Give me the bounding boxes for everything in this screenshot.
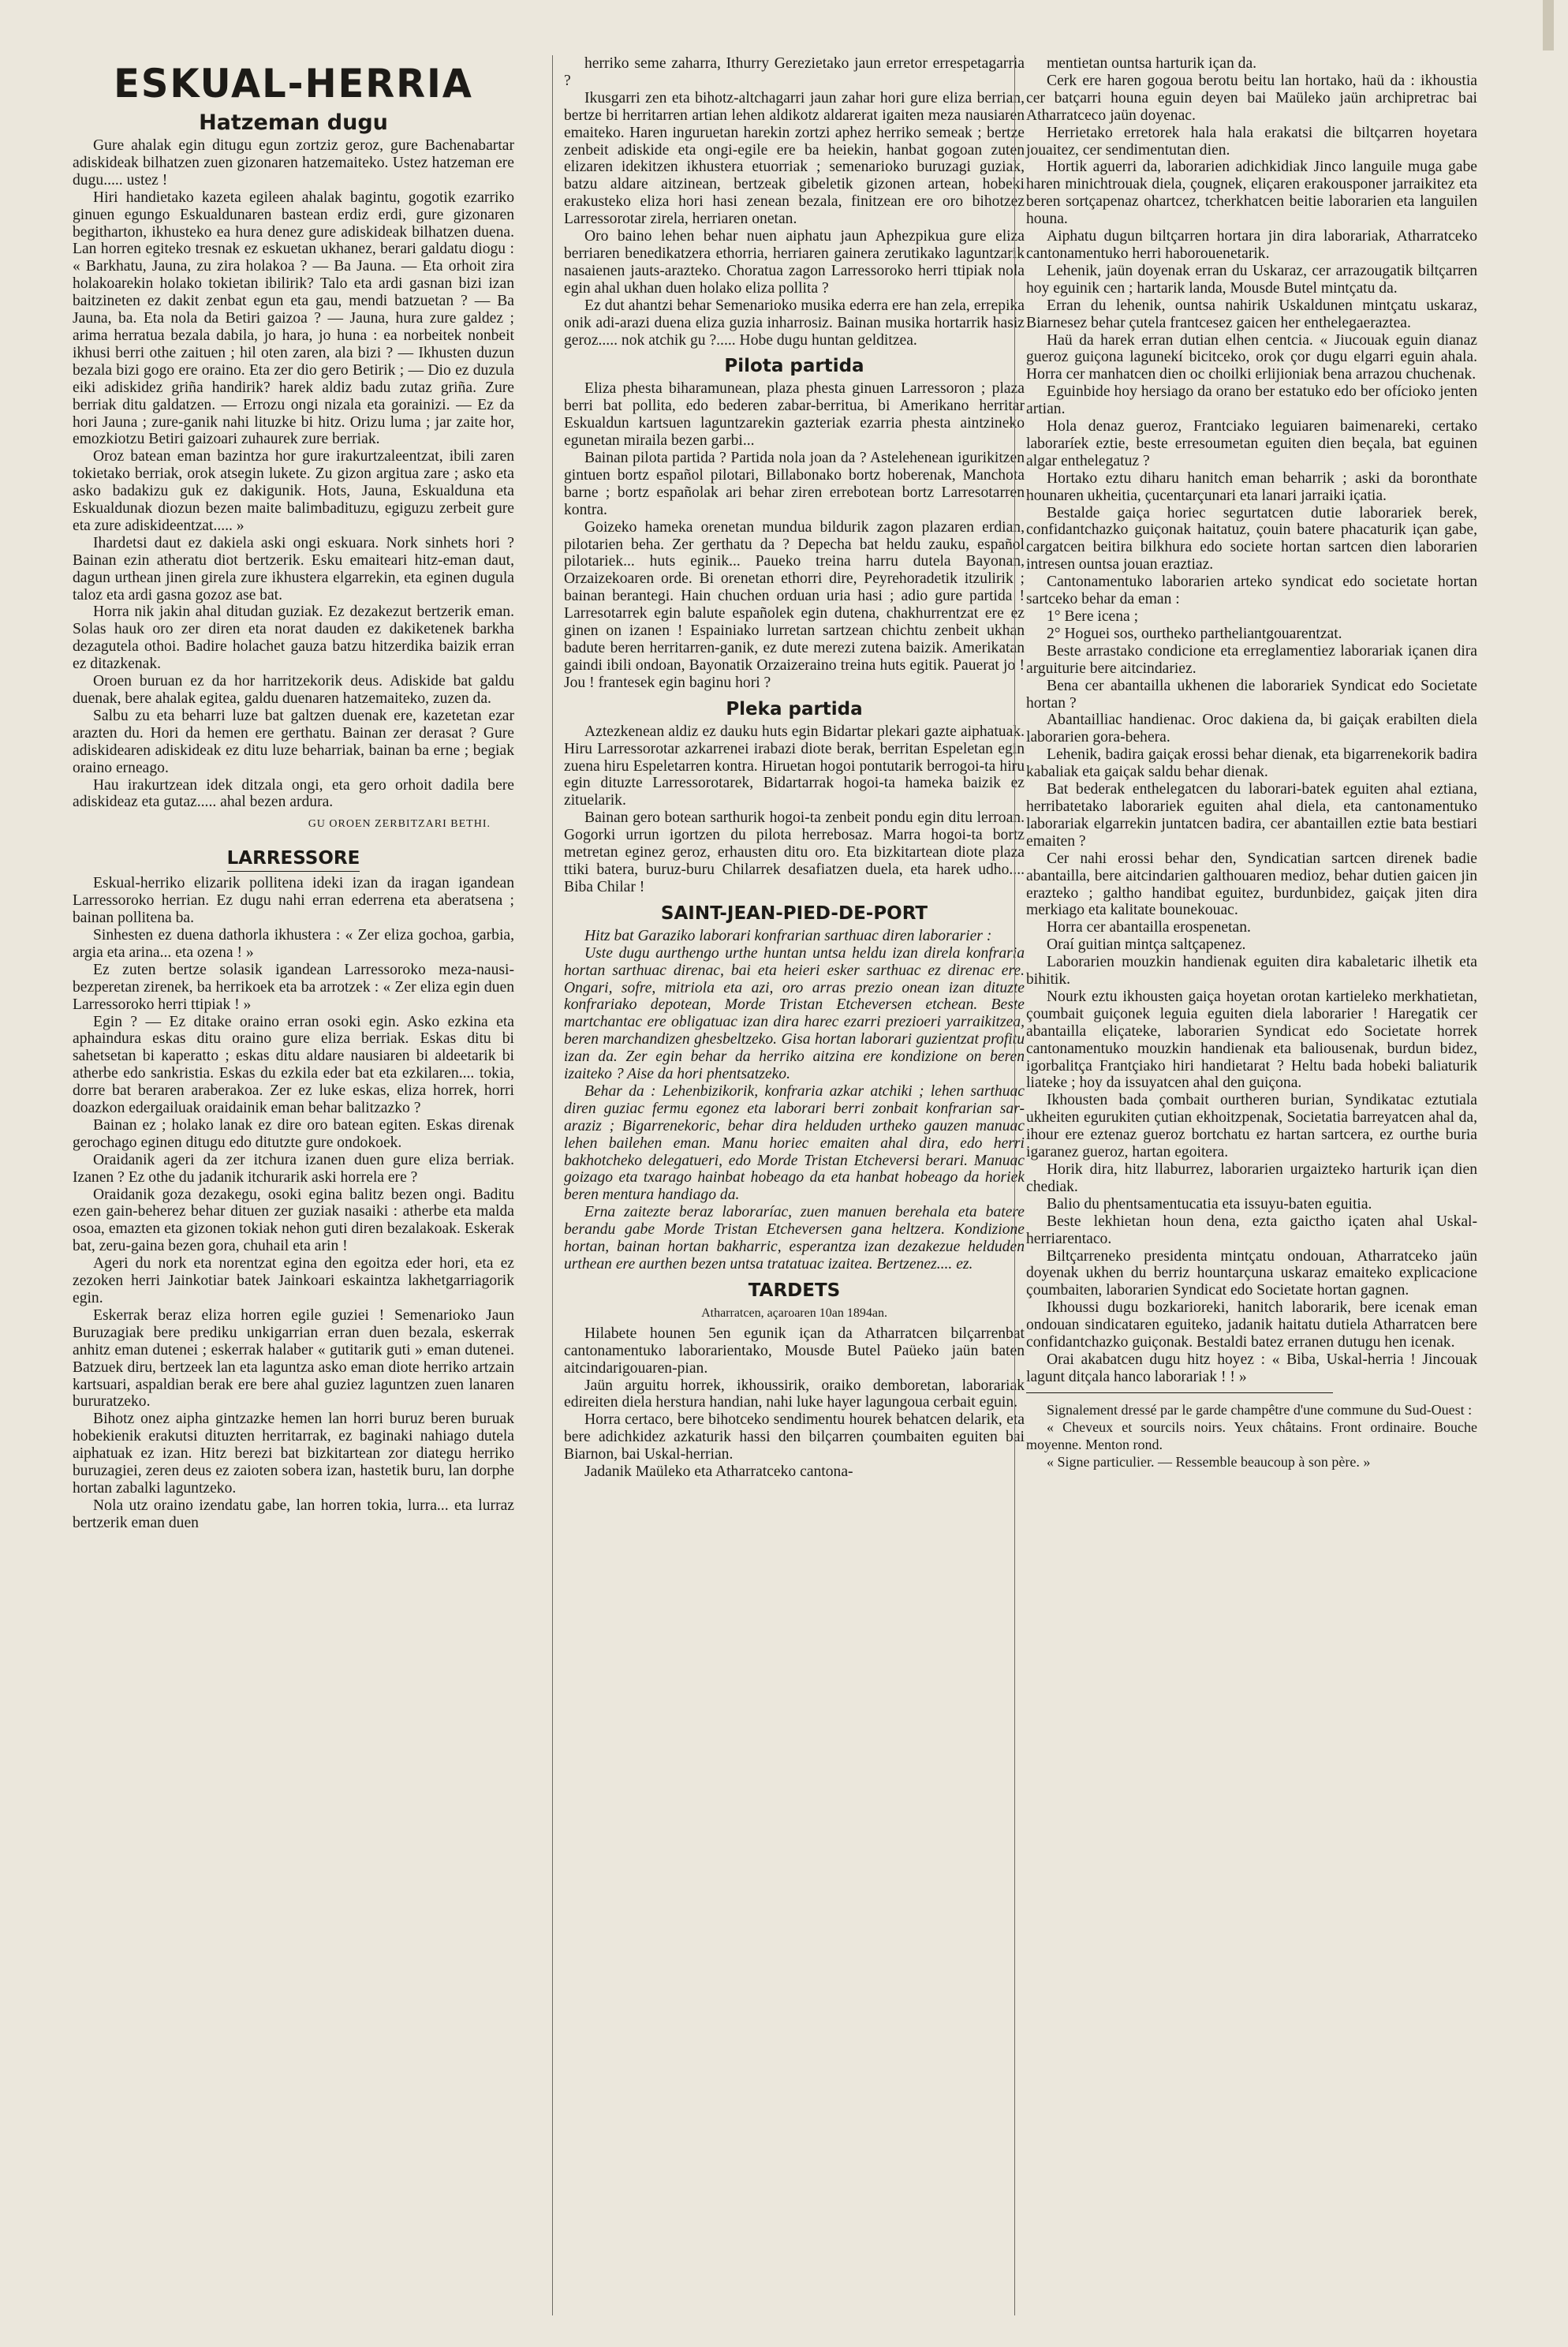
paragraph: Ikhousten bada çombait ourtheren burian, Syndikatac eztutiala ukheiten egurukiten çutian ekhoitzpenak, Societatia barreyatcen ahal da, ihour ere eztenaz gueroz bortchatu ez hartan sartcera, ez ourthe buria igaranez gueroz, hartan egoitera. [1026, 1092, 1477, 1161]
heading-pilota: Pilota partida [724, 356, 864, 377]
paragraph: Bainan pilota partida ? Partida nola joan da ? Astelehenean igurikitzen gintuen bortz español pilotari, Billabonako bortz hoberenak, Manchota barne ; bortz españolak ari behar ziren errebotean bortz Larresotarren kontra. [564, 450, 1025, 518]
paragraph: Eliza phesta biharamunean, plaza phesta ginuen Larressoron ; plaza berri bat pollita, edo bederen zabar-berritua, bi Amerikano herritar Eskualdun kartsuen laguntzarekin gazteriak ezarria phesta aintzineko egunetan miraila bezen garbi... [564, 380, 1025, 450]
paragraph: Hola denaz gueroz, Frantciako leguiaren baimenareki, certako laboraríek eztie, beste erresoumetan eguiten dien beçala, bat eguinen algar enthelegatuz ? [1026, 418, 1477, 469]
paragraph: Herrietako erretorek hala hala erakatsi die biltçarren hoyetara jouaitez, cer sendimentutan dien. [1026, 124, 1477, 159]
heading-pleka: Pleka partida [726, 698, 863, 719]
paragraph: Eskual-herriko elizarik pollitena ideki izan da iragan igandean Larressoroko herrian. Ez dugu nahi erran ederrena eta aberatsena ; bainan pollitena ba. [73, 875, 514, 927]
paragraph: Oraidanik goza dezakegu, osoki egina balitz bezen ongi. Baditu ezen gain-beherez behar dituen zer guziak nasaiki : atherbe eta malda osoa, emazten eta gizonen tokiak nehon guti diren bezalakoak. Eskerak bat, zeru-gaina bezen gora, chuhail eta arin ! [73, 1186, 514, 1255]
paragraph: Eguinbide hoy hersiago da orano ber estatuko edo ber ofícioko jenten artian. [1026, 383, 1477, 418]
paragraph: Lehenik, badira gaiçak erossi behar dienak, eta bigarrenekorik badira kabaliak eta gaiçak saldu behar dienak. [1026, 746, 1477, 781]
paragraph: 2° Hoguei sos, ourtheko partheliantgouarentzat. [1047, 625, 1342, 642]
article-larressore [73, 875, 514, 1531]
paragraph: Jaün arguitu horrek, ikhoussirik, oraiko demboretan, laborariak edireiten diela herstura handian, nahi luke hayer lagungoua cerbait eguin. [564, 1377, 1025, 1411]
paragraph: Hilabete hounen 5en egunik içan da Atharratcen bilçarrenbat cantonamentuko laborarientako, Mousde Butel Paüeko jaün baten aitcindarigouaren-pian. [564, 1325, 1025, 1377]
masthead: ESKUAL-HERRIA [114, 61, 473, 107]
paragraph: Cantonamentuko laborarien arteko syndicat edo societate hortan sartceko behar da eman : [1026, 574, 1477, 608]
article-larressore-continued [564, 55, 1025, 349]
paragraph: Ihardetsi daut ez dakiela aski ongi eskuara. Nork sinhets hori ? Bainan ezin atheratu diot bertzerik. Esku emaiteari hitz-eman daut, dagun urthean jinen girela zure ikhustera elgarrekin, eta eginen dugula taloz eta ardi gasna gozoz ase bat. [73, 534, 514, 604]
paragraph: 1° Bere icena ; [1047, 608, 1139, 625]
article-saint-jean [564, 928, 1025, 1273]
paragraph: Aztezkenean aldiz ez dauku huts egin Bidartar plekari gazte aiphatuak. Hiru Larressorotar azkarrenei irabazi diote berak, berritan Espeletan egin zuena hiru Espeletarren kontra. Hiruetan hogoi pontutarik berrogoi-ta hiru egin dituzte Larressorotarek, Bidartarrak hogoi-ta hameka baizik ez zituelarik. [564, 723, 1025, 809]
paragraph: Cerk ere haren gogoua berotu beitu lan hortako, haü da : ikhoustia cer batçarri houna eguin deyen bai Maüleko jaün archipretrac bai Atharratceco jaün doyenac. [1026, 72, 1477, 124]
paragraph: Laborarien mouzkin handienak eguiten dira kabaletaric ilhetik eta bihitik. [1026, 954, 1477, 989]
paragraph: Horra nik jakin ahal ditudan guziak. Ez dezakezut bertzerik eman. Solas hauk oro zer diren eta norat dauden ez dakiketenek barkha dezagutela othoi. Badire holachet gauza batzu hitzerdika baizik erran ez ditazkenak. [73, 604, 514, 673]
paragraph: Salbu zu eta beharri luze bat galtzen duenak ere, kazetetan ezar arazten du. Hori da hemen ere gerthatu. Bainan zer derasat ? Gure adiskidearen adiskideak ez ditu luze beharriak, bainan ba erne ; begiak oraino erneago. [73, 707, 514, 776]
paragraph: Beste lekhietan houn dena, ezta gaictho içaten ahal Uskal-herriarentaco. [1026, 1213, 1477, 1247]
paragraph: Beste arrastako condicione eta erreglamentiez laborariak içanen dira arguiturie bere aitcindariez. [1026, 642, 1477, 677]
paragraph: Hiri handietako kazeta egileen ahalak bagintu, gogotik ezarriko ginuen egungo Eskualdunaren bastean erdiz erdi, gure gizonaren begitharton, ikhusteko ea hura denez gure adiskideak bilhatzen duena. Lan horren egiteko tresnak ez eskuetan ukhanez, berari galdatu diogu : « Barkhatu, Jauna, zu zira holakoa ? — Ba Jauna. — Eta orhoit zira holakoarekin holako tokietan ibilirik? Talo eta ardi gasnan bizi izan baitzineten ez dakit zenbat egun eta gau, mendi batzuetan ? — Ba Jauna, ba. Eta nola da Betiri gaizoa ? — Jauna, hura zure galdez ; arima herratua bezala dabila, jo hara, jo huna : ea norbeitek nonbeit ikhusi berri othe zaituen ; hil oten zaren, ala bizi ? — Ikhusten duzun bezala bizi gogo ere oraino. Eta zer dio gero Betirik ; — Dio ez duzula eiki adiskidez griña handirik? harek aldiz badu zutaz griña. Zure berriak ditu galdatzen. — Errozu ongi nizala eta gorainizi. — Ez da hori Jauna ; zure-ganik nahi lituzke bi hitz. Orizu luma ; jar zaite hor, emozkiotzu Betiri gaizoari zuhaurek zure berriak. [73, 189, 514, 448]
paragraph: Bainan gero botean sarthurik hogoi-ta zenbeit pondu egin ditu lerroan. Gogorki urrun igortzen du pilota herrebosaz. Marra hogoi-ta bortz metretan eginez geroz, erhausten ditu oro. Eta bizkitartean diote plaza ttiki batera, buruz-buru Chilarrek desafiatzen duela, eta harek udho.... Biba Chilar ! [564, 809, 1025, 895]
paragraph: Nourk eztu ikhousten gaiça hoyetan orotan kartieleko merkhatietan, çoumbait guiçonek leguia eguiten diela laborarier ! Haregatik cer abantailla eliçateke, laborarien Syndicat edo Societate horrek cantonamentuko mouzkin handienak eta baliousenak, burdun bidez, igorbalitça Frantçiako hiri handietarat ? Heltu bada hobeki baliaturik liateke ; hoy da issuyatcen ahal den guiçona. [1026, 988, 1477, 1092]
paragraph: « Cheveux et sourcils noirs. Yeux châtains. Front ordinaire. Bouche moyenne. Menton rond. [1026, 1418, 1477, 1452]
paragraph: Sinhesten ez duena dathorla ikhustera : « Zer eliza gochoa, garbia, argia eta arina... eta ozena ! » [73, 926, 514, 961]
paragraph: mentietan ountsa harturik içan da. [1047, 55, 1257, 72]
paragraph: Hau irakurtzean idek ditzala ongi, eta gero orhoit dadila bere adiskideaz eta gutaz..... ahal bezen ardura. [73, 776, 514, 811]
article-tardets-continued [1026, 55, 1477, 1386]
paragraph: Goizeko hameka orenetan mundua bildurik zagon plazaren erdian, pilotarien beha. Zer gerthatu da ? Depecha bat heldu zauku, español pilotariek... huts eginik... Paueko treina harru dutela Bayonan, Orzaizekoaren orde. Bi orenetan ethorri dire, Peyrehoradetik itzulirik ; bainan berantegi. Hain chuchen orduan uria hasi ; adio gure partida ! Larresotarrek egin balute españolek egin dutena, chakhurrentzat ere ez ginen on izanen ! Espainiako lurretan sartzean chichtu zenbeit ukhan badute beren herritarren-ganik, ez dute merezi zutena baizik. Amerikatan gaindi ibili ondoan, Bayonatik Orzaizeraino treina huts egitik. Pauerat jo ! Jou ! frantesek egin baginu hori ? [564, 518, 1025, 691]
paragraph: Bestalde gaiça horiec segurtatcen dutie laborariek berek, confidantchazko guiçonak haitatuz, çouin batere phacaturik içan gabe, cargatcen beitira bilkhura edo societe hortan sartcen dien laborarien intresen ountsa jouan eraztiaz. [1026, 504, 1477, 574]
paragraph: Orai akabatcen dugu hitz hoyez : « Biba, Uskal-herria ! Jincouak lagunt ditçala hanco laborariak ! ! » [1026, 1351, 1477, 1385]
paragraph: Cer nahi erossi behar den, Syndicatian sartcen direnek badie abantailla, bere aitcindarien galthouaren medioz, behar dutien gaicen jin erazteko ; galtho handibat eguitez, burdunbidez, gaiçak jiten dira merkiago eta kalitate bounekouac. [1026, 850, 1477, 919]
paragraph: Ikusgarri zen eta bihotz-altchagarri jaun zahar hori gure eliza berrian, bertze bi herritarren artian lehen aldikotz aldarerat igaiten meza nausiaren emaiteko. Haren inguruetan harekin zortzi aphez herriko semeak ; bertze zenbeit adiskide eta ongi-egile ere ba heiekin, hanbat gogoan zuten elizaren idekitzen ikhustera etuorriak ; semenarioko buruzagi guziak, batzu aldare aitzinean, bertzeak gibeletik gizonen artean, hobeki erakusteko eliza hori hasi zenean bezala, finitzean ere oro bihotzez Larressorotar zirela, herriaren onetan. [564, 89, 1025, 228]
article-pleka [564, 723, 1025, 896]
paragraph: Egin ? — Ez ditake oraino erran osoki egin. Asko ezkina eta aphaindura eskas ditu oraino gure eliza berriak. Eskas ditu bi sahetsetan bi kaperatto ; eskas ditu aldare nausiaren bi aldeetarik bi atherbe edo sankristia. Eskas du ezkila eder bat eta ezkilaren.... tokia, dorre bat beraren araberakoa. Zer ez luke eskas, eliza horrek, horri doazkon edergailuak oraidainik eman behar balitzazko ? [73, 1013, 514, 1117]
paragraph: Oroz batean eman bazintza hor gure irakurtzaleentzat, ibili zaren tokietako berriak, orok atsegin lukete. Zu gizon argitua zare ; asko eta asko badakizu guk ez dakigunik. Hots, Jauna, Eskualduna eta Eskualdunak diozun bezen maite balimbadituzu, egiguzu zerbeit gure eta zure adiskideentzat..... » [73, 448, 514, 534]
paragraph: Bihotz onez aipha gintzazke hemen lan horri buruz beren buruak hobekienik erakutsi dituzten herritarrak, ez baginaki nahiago dutela aiphatuak ez izan. Hitz berezi bat bizkitartean zor diategu herriko buruzagiei, zeren deus ez zaioten sobera izan, hastetik buru, lan dorphe hortan zabalki laguntzeko. [73, 1411, 514, 1497]
signature: GU OROEN ZERBITZARI BETHI. [308, 818, 491, 831]
paragraph: Jadanik Maüleko eta Atharratceko cantona- [584, 1463, 853, 1481]
paragraph: Balio du phentsamentucatia eta issuyu-baten eguitia. [1047, 1195, 1372, 1213]
paragraph: Oroen buruan ez da hor harritzekorik deus. Adiskide bat galdu duenak, bere ahalak egitea, galdu duenaren hatzemaiteko, zuzen da. [73, 673, 514, 707]
paragraph: Ageri du nork eta norentzat egina den egoitza eder hori, eta ez zezoken herri Jainkotiar batek Jainkoari eskaintza lakhetgarriagorik egin. [73, 1255, 514, 1306]
paragraph: Nola utz oraino izendatu gabe, lan horren tokia, lurra... eta lurraz bertzerik eman duen [73, 1497, 514, 1531]
paragraph: Erran du lehenik, ountsa nahirik Uskaldunen mintçatu uskaraz, Biarnesez behar çutela frantcesez gaicen her enthelegaeraztea. [1026, 297, 1477, 331]
paragraph: Abantailliac handienac. Oroc dakiena da, bi gaiçak erabilten diela laborarien gora-behera. [1026, 712, 1477, 746]
paragraph: Biltçarreneko presidenta mintçatu ondouan, Atharratceko jaün doyenak ukhen du berriz hountarçuna uskaraz emaiteko explicacione çoumbaiten, laborarien Syndicat edo Societate hortan gagnen. [1026, 1247, 1477, 1299]
paragraph: Oraí guitian mintça saltçapenez. [1047, 936, 1246, 954]
column-3 [1014, 55, 1477, 2315]
heading-larressore [73, 847, 514, 872]
article-hatzeman [73, 137, 514, 811]
paragraph: Bat bederak enthelegatcen du laborari-batek eguiten ahal eztiana, herribatetako laborariek eguiten ahal diela, eta cantonamentuko laborariak elgarrekin juntatcen badira, cer abantaillen eztie bata bestiari emaiten ? [1026, 781, 1477, 850]
paragraph: Hitz bat Garaziko laborari konfrarian sarthuac diren laborarier : [584, 927, 992, 944]
paragraph: Horik dira, hitz llaburrez, laborarien urgaizteko harturik içan dien chediak. [1026, 1161, 1477, 1195]
paragraph: Horra certaco, bere bihotceko sendimentu hourek behatcen delarik, eta bere adichkidez azkaturik hassi den bilçarren çoumbaiten eguiten bai Biarnon, bai Uskal-herrian. [564, 1411, 1025, 1463]
column-1 [73, 55, 514, 2315]
paragraph: Bena cer abantailla ukhenen die laborariek Syndicat edo Societate hortan ? [1026, 677, 1477, 712]
paragraph: Ez zuten bertze solasik igandean Larressoroko meza-nausi-bezperetan zirenek, ba herrikoek eta ba arrotzek : « Zer eliza egin duen Larressoroko herri ttipiak ! » [73, 961, 514, 1013]
column-2 [552, 55, 1025, 2315]
paragraph: Hortako eztu diharu hanitch eman beharrik ; aski da boronthate hounaren ukheitia, çucentarçunari eta lanari jarraiki içatia. [1026, 469, 1477, 504]
paragraph: Oraidanik ageri da zer itchura izanen duen gure eliza berriak. Izanen ? Ez othe du jadanik itchurarik aski horrela ere ? [73, 1151, 514, 1186]
paragraph: Behar da : Lehenbizikorik, konfraria azkar atchiki ; lehen sarthuac diren guziac fermu egonez eta laborari berri zonbait konfrarian sar-araziz ; Bigarrenekoric, behar dira helduden urtheko gauzen manuac lehen bailehen eman. Manu horiec emaiten ahal dira, edo herri bakhotcheko delegatueri, edo Morde Tristan Etcheversi berari. Manuac goizago eta txarago hainbat hobeago da eta hanbat hobeago da horiek beren mentura handiago da. [564, 1082, 1025, 1204]
paragraph: Hortik aguerri da, laborarien adichkidiak Jinco languile muga gabe haren minichtrouak diela, çougnek, eliçaren erakousponer jarraikitez eta beren sortçapenaz ohartcez, tcherkhatcen beitie laborarien eta languilen houna. [1026, 159, 1477, 228]
paragraph: Gure ahalak egin ditugu egun zortziz geroz, gure Bachenabartar adiskideak bilhatzen zuen gizonaren hatzemaiteko. Ustez hatzeman ere dugu..... ustez ! [73, 137, 514, 189]
paragraph: Signalement dressé par le garde champêtre d'une commune du Sud-Ouest : [1047, 1401, 1473, 1418]
paragraph: Erna zaitezte beraz laboraríac, zuen manuen berehala eta batere berandu gabe Morde Tristan Etcheversen gana heltzera. Kondizione hortan, bainan hortan bakharric, esperantza izan dezakezue helduden urthean ere aurthen bezen untsa tratatuac izaitea. Bertzenez.... ez. [564, 1204, 1025, 1273]
paragraph: herriko seme zaharra, Ithurry Gerezietako jaun erretor errespetagarria ? [564, 55, 1025, 89]
paragraph: « Signe particulier. — Ressemble beaucoup à son père. » [1047, 1453, 1371, 1470]
paragraph: Haü da harek erran dutian elhen centcia. « Jiucouak eguin dianaz gueroz guiçona lagunekí bicitceko, orok çor dugu elgarri eguin ahala. Horra cer manhatcen dien oc choilki erlijioniak bena arrazou chuchenak. [1026, 331, 1477, 383]
heading-larressore-text: LARRESSORE [227, 847, 360, 872]
paragraph: Ikhoussi dugu bozkarioreki, hanitch laborarik, bere icenak eman ondouan sindicataren eguiteko, jadanik haitatu dutiela Atharratcen bere confidantchazko guiçonak. Bestaldi batez erranen dutugu hen icenak. [1026, 1299, 1477, 1351]
paragraph: Oro baino lehen behar nuen aiphatu jaun Aphezpikua gure eliza berriaren benedikatzera ethorria, herriaren gainera zerutikako laguntzarik nasaienen jauts-arazteko. Choratua zagon Larressoroko herri ttipiak nola egin ahal ukhan duen holako eliza pollita ? [564, 228, 1025, 297]
page-edge-mark [1543, 0, 1554, 50]
article-pilota [564, 380, 1025, 691]
paragraph: Aiphatu dugun biltçarren hortara jin dira laborariak, Atharratceko cantonamentuko herri haborouenetarik. [1026, 228, 1477, 262]
divider-rule [1026, 1392, 1333, 1393]
paragraph: Uste dugu aurthengo urthe huntan untsa heldu izan direla konfraria hortan sarthuac direnac, bai eta heieri esker sarthuac ez direnac ere. Ongari, sofre, mitriola eta azi, oro arras prezio onean izan dituzte konfrariako depotean, Morde Tristan Etcheversen etchean. Beste martchantac ere obligatuac izan dira harec ezarri prezioeri yarraikitzea, beren marchandizen ghesbeltzeko. Gisa hortan laborari guzientzat profitu izan da. Zer egin behar da herriko aitzina ere kondizione on beren izaiteko ? Aise da hori phentsatzeko. [564, 944, 1025, 1083]
paragraph: Lehenik, jaün doyenak erran du Uskaraz, cer arrazougatik biltçarren hoy eguinik cen ; hartarik landa, Mousde Butel mintçatu da. [1026, 262, 1477, 297]
article-tardets [564, 1325, 1025, 1481]
paragraph: Horra cer abantailla erospenetan. [1047, 919, 1251, 936]
article-signalement [1026, 1401, 1477, 1471]
paragraph: Bainan ez ; holako lanak ez dire oro batean egiten. Eskas direnak gerochago eginen ditugu edo ditutzte gure ondokoek. [73, 1116, 514, 1151]
paragraph: Eskerrak beraz eliza horren egile guziei ! Semenarioko Jaun Buruzagiak bere prediku unkigarrian erran duen bezala, eskerrak anhitz eman dutenei ; eskerrak halaber « gutitarik guti » eman dutenei. Batzuek diru, bertzeek lan eta laguntza asko eman diote herriko artzain kartsuari, aspaldian berak ere bere ahal guziez laguntzen zuen lanaren bururatzeko. [73, 1306, 514, 1411]
heading-tardets: TARDETS [748, 1280, 841, 1301]
tardets-dateline: Atharratcen, açaroaren 10an 1894an. [701, 1306, 887, 1320]
heading-hatzeman: Hatzeman dugu [199, 110, 388, 135]
paragraph: Ez dut ahantzi behar Semenarioko musika ederra ere han zela, errepika onik adi-arazi duena eliza guzia inharrosiz. Bainan musika hortarrik hasiz geroz..... nok atchik gu ?..... Hobe dugu huntan gelditzea. [564, 297, 1025, 349]
heading-saint-jean: SAINT-JEAN-PIED-DE-PORT [660, 903, 928, 924]
